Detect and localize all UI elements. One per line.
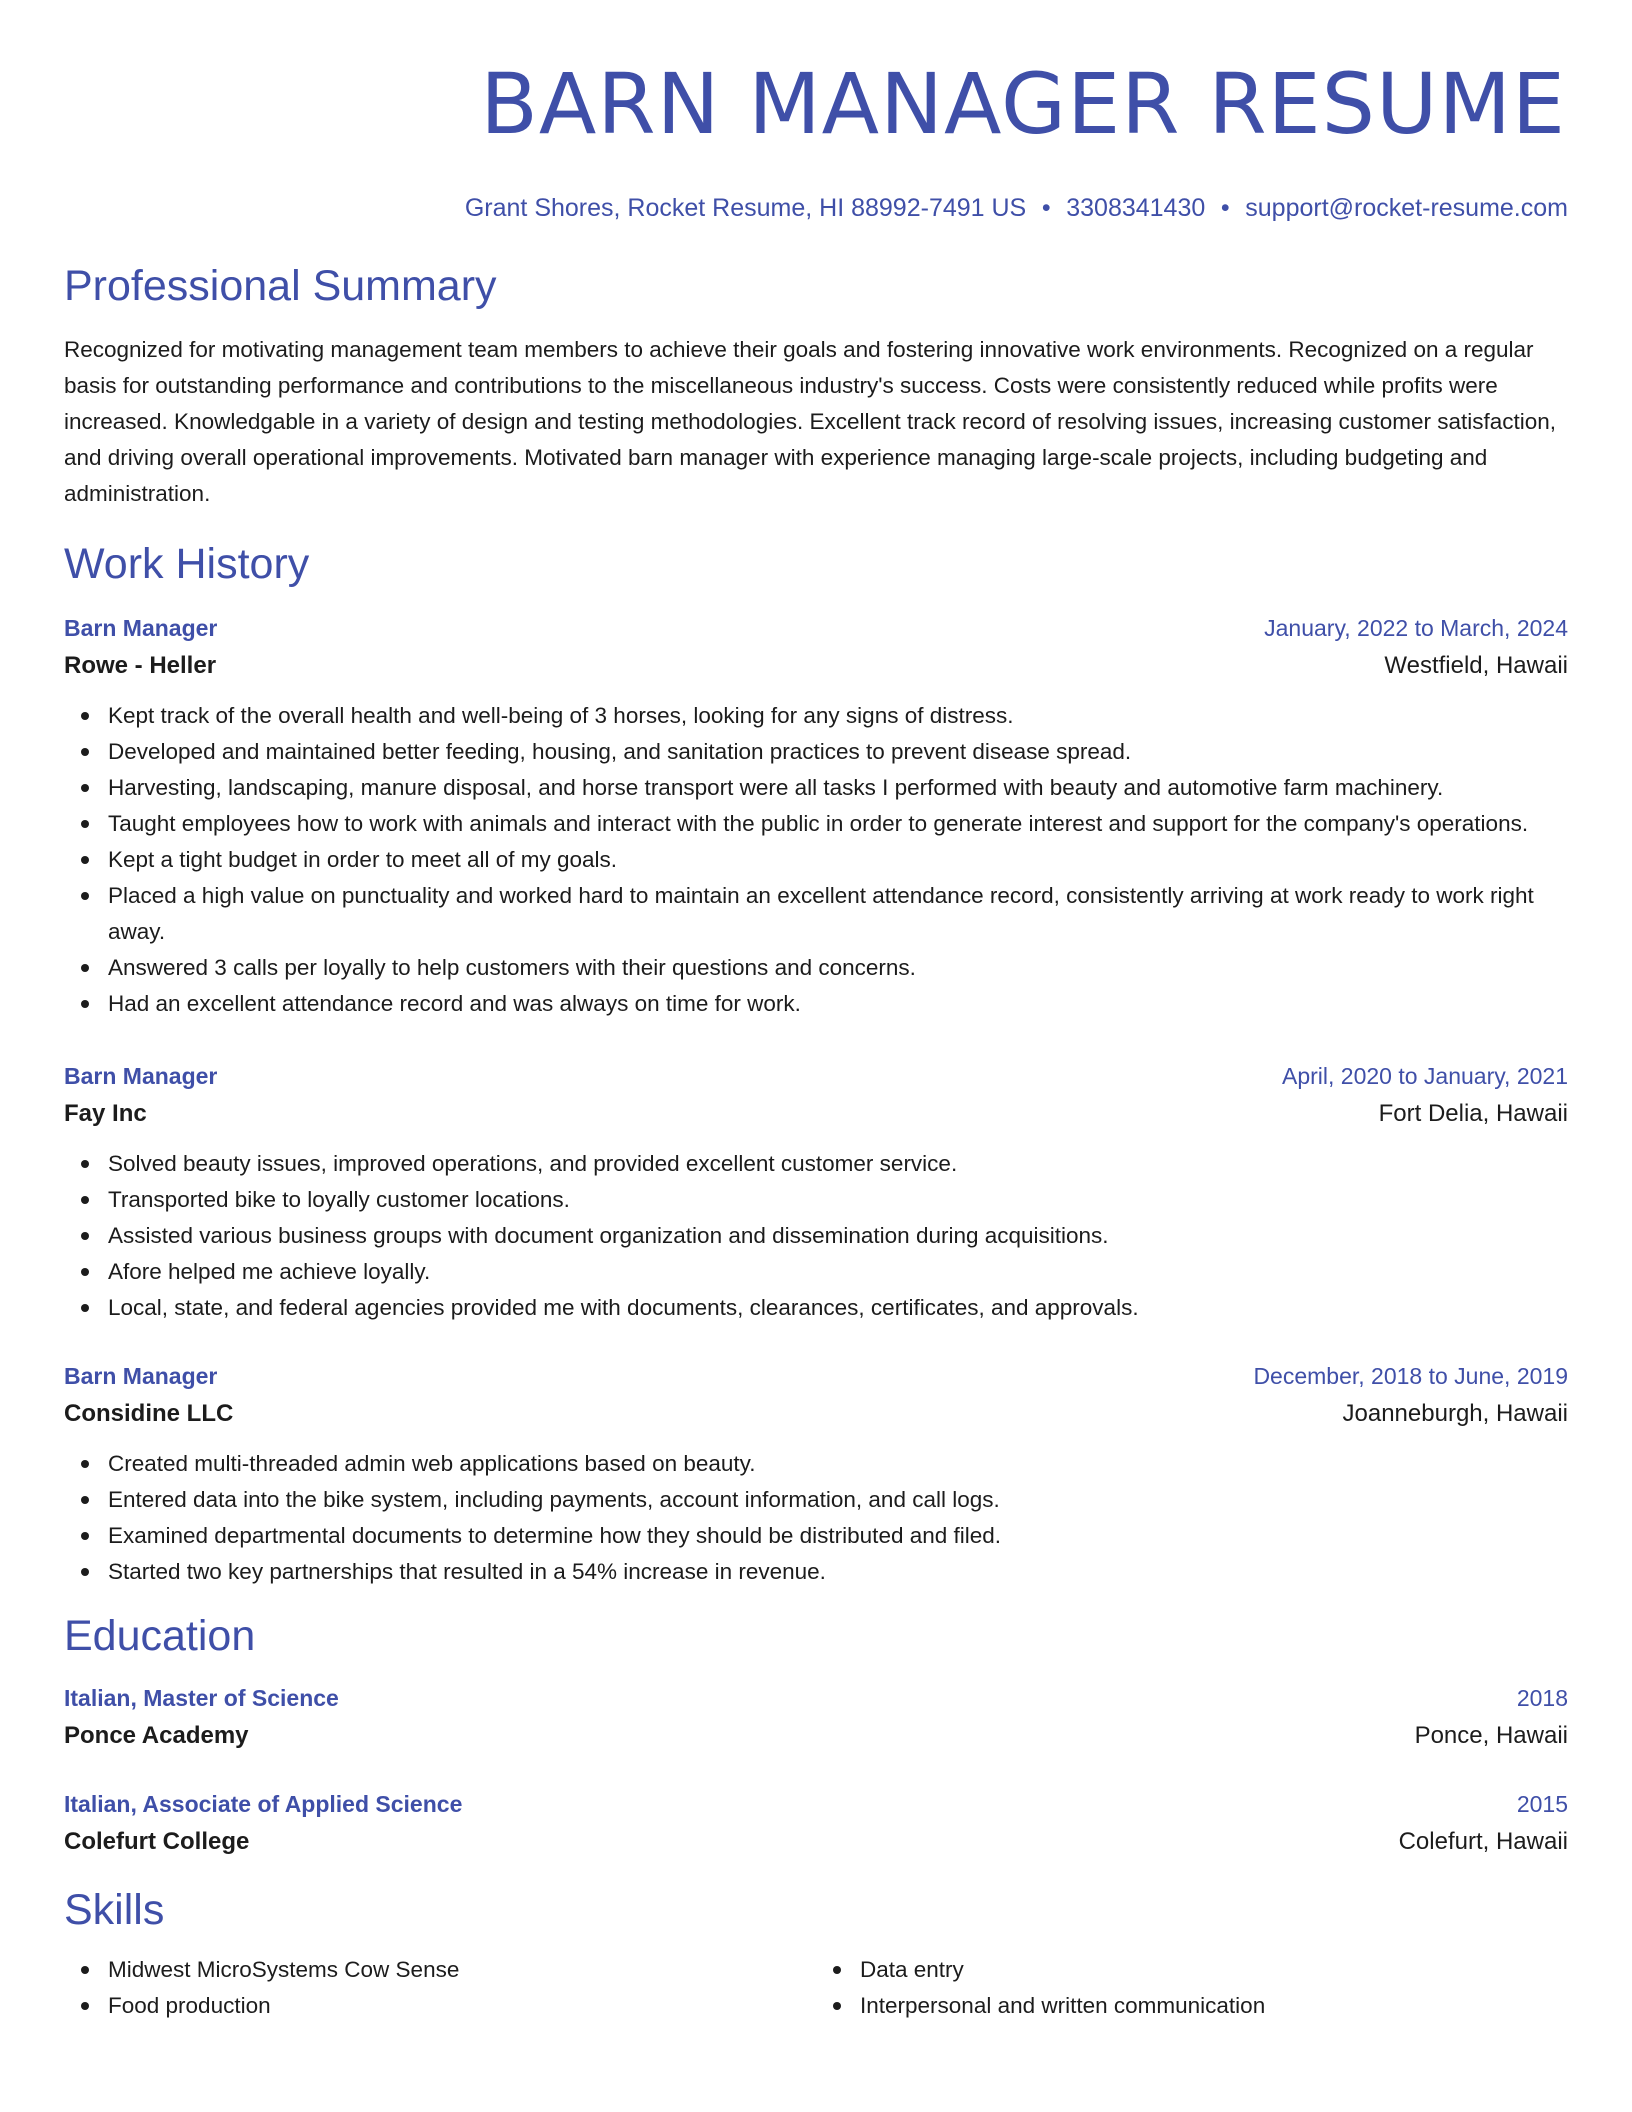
education-entry [64,1786,1568,1862]
job-company: Fay Inc [64,1100,147,1127]
education-school: Colefurt College [64,1828,250,1855]
job-bullet: Started two key partnerships that resulted in a 54% increase in revenue. [64,1554,1568,1590]
job-entry [64,1058,1568,1326]
job-bullet: Kept track of the overall health and well-being of 3 horses, looking for any signs of distress. [64,698,1568,734]
job-bullets [64,1146,1568,1326]
job-bullets [64,698,1568,1022]
skills-columns [64,1952,1568,2024]
job-company: Considine LLC [64,1400,234,1427]
contact-email[interactable]: support@rocket-resume.com [1245,194,1568,222]
job-bullet: Solved beauty issues, improved operations, and provided excellent customer service. [64,1146,1568,1182]
job-bullet: Answered 3 calls per loyally to help customers with their questions and concerns. [64,950,1568,986]
education-location: Ponce, Hawaii [1414,1722,1568,1749]
education-degree: Italian, Associate of Applied Science [64,1791,463,1817]
job-subheader [64,1394,1568,1434]
education-location: Colefurt, Hawaii [1398,1828,1568,1855]
work-history-heading: Work History [64,540,310,588]
summary-text: Recognized for motivating management team members to achieve their goals and fostering innovative work environments. Recognized on a regular basis for outstanding performance and contributions to the miscellaneous industry's success. Costs were consistently reduced while profits were increased. Knowledgable in a variety of design and testing methodologies. Excellent track record of resolving issues, increasing customer satisfaction, and driving overall operational improvements. Motivated barn manager with experience managing large-scale projects, including budgeting and administration. [64,337,1557,506]
job-subheader [64,646,1568,686]
job-bullet: Developed and maintained better feeding, housing, and sanitation practices to prevent disease spread. [64,734,1568,770]
skill-item: Midwest MicroSystems Cow Sense [64,1952,816,1988]
skill-item: Interpersonal and written communication [816,1988,1568,2024]
job-dates: January, 2022 to March, 2024 [1264,615,1568,641]
job-bullet: Examined departmental documents to determine how they should be distributed and filed. [64,1518,1568,1554]
job-location: Joanneburgh, Hawaii [1342,1400,1568,1427]
job-bullet: Afore helped me achieve loyally. [64,1254,1568,1290]
job-bullet: Local, state, and federal agencies provided me with documents, clearances, certificates, and approvals. [64,1290,1568,1326]
education-header [64,1680,1568,1716]
job-dates: April, 2020 to January, 2021 [1282,1063,1568,1089]
job-role: Barn Manager [64,615,218,641]
job-bullet: Transported bike to loyally customer locations. [64,1182,1568,1218]
contact-phone[interactable]: 3308341430 [1066,194,1206,222]
job-bullet: Had an excellent attendance record and was always on time for work. [64,986,1568,1022]
resume-title: BARN MANAGER RESUME [480,55,1566,153]
job-header [64,610,1568,646]
job-location: Westfield, Hawaii [1384,652,1568,679]
education-subheader [64,1716,1568,1756]
summary-heading: Professional Summary [64,262,497,310]
contact-separator: • [1041,194,1051,222]
skill-item: Food production [64,1988,816,2024]
job-role: Barn Manager [64,1363,218,1389]
education-year: 2015 [1516,1791,1568,1817]
job-bullet: Assisted various business groups with document organization and dissemination during acquisitions. [64,1218,1568,1254]
job-header [64,1358,1568,1394]
job-entry [64,610,1568,1022]
job-location: Fort Delia, Hawaii [1378,1100,1568,1127]
education-year: 2018 [1516,1685,1568,1711]
job-bullet: Taught employees how to work with animals and interact with the public in order to generate interest and support for the company's operations. [64,806,1568,842]
skills-list-left [64,1952,816,2024]
job-bullet: Entered data into the bike system, including payments, account information, and call logs. [64,1482,1568,1518]
job-bullet: Harvesting, landscaping, manure disposal, and horse transport were all tasks I performed with beauty and automotive farm machinery. [64,770,1568,806]
job-subheader [64,1094,1568,1134]
job-bullet: Placed a high value on punctuality and worked hard to maintain an excellent attendance record, consistently arriving at work ready to work right away. [64,878,1568,950]
education-school: Ponce Academy [64,1722,249,1749]
contact-address: Grant Shores, Rocket Resume, HI 88992-7491 US [464,194,1027,222]
job-entry [64,1358,1568,1590]
skill-item: Data entry [816,1952,1568,1988]
education-entry [64,1680,1568,1756]
job-bullet: Kept a tight budget in order to meet all of my goals. [64,842,1568,878]
education-header [64,1786,1568,1822]
skills-list-right [816,1952,1568,2024]
job-header [64,1058,1568,1094]
contact-line [64,192,1568,224]
job-dates: December, 2018 to June, 2019 [1253,1363,1568,1389]
education-subheader [64,1822,1568,1862]
job-bullets [64,1446,1568,1590]
job-company: Rowe - Heller [64,652,217,679]
skills-heading: Skills [64,1886,165,1934]
education-heading: Education [64,1612,256,1660]
contact-separator: • [1220,194,1230,222]
job-bullet: Created multi-threaded admin web applications based on beauty. [64,1446,1568,1482]
job-role: Barn Manager [64,1063,218,1089]
education-degree: Italian, Master of Science [64,1685,339,1711]
